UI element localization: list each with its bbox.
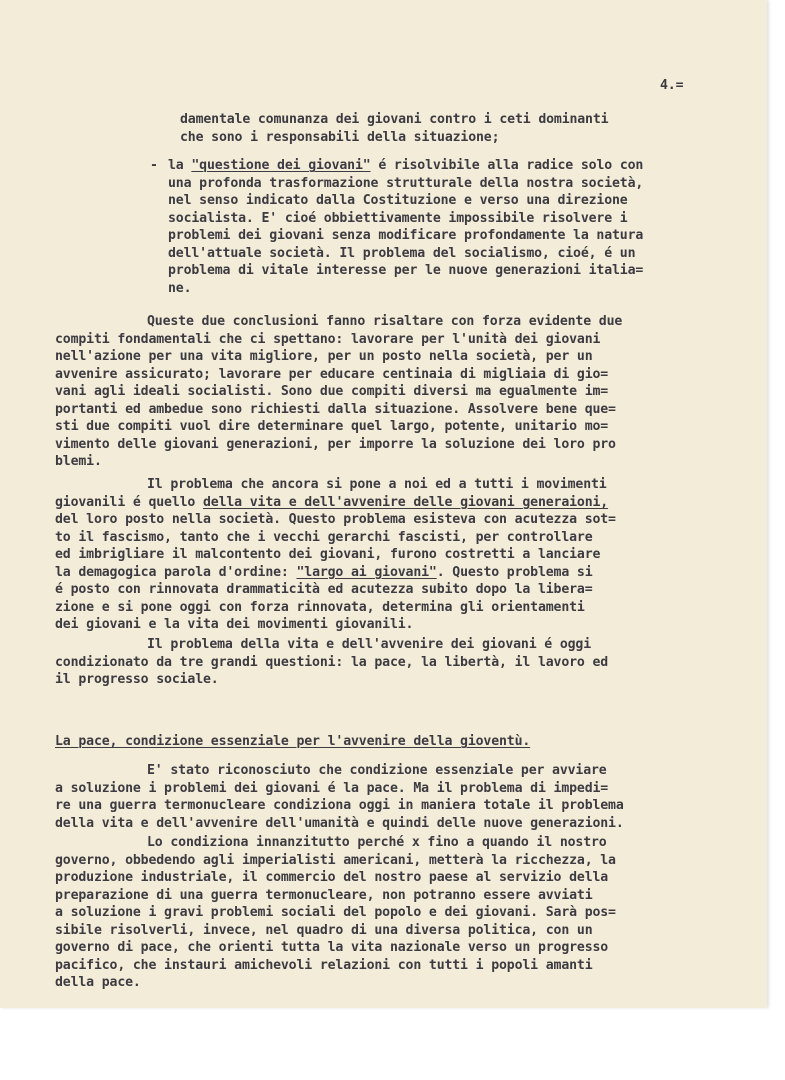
text-line: sibile risolverli, invece, nel quadro di una diversa politica, con un: [55, 922, 593, 938]
text-line: sti due compiti vuol dire determinare quel largo, potente, unitario mo=: [55, 419, 609, 434]
text-line: il progresso sociale.: [55, 672, 219, 687]
text-line: blemi.: [55, 454, 102, 469]
text-line: Lo condiziona innanzitutto perché x fino a quando il nostro: [147, 835, 607, 850]
text-line: Il problema che ancora si pone a noi ed a tutti i movimenti: [147, 477, 607, 492]
text-line: dei giovani e la vita dei movimenti giovanili.: [55, 617, 414, 632]
text-line: pacifico, che instauri amichevoli relazioni con tutti i popoli amanti: [55, 957, 593, 973]
text-line: socialista. E' cioé obbiettivamente impossibile risolvere i: [168, 210, 628, 226]
text-line: della pace.: [55, 975, 141, 990]
text-line: dell'attuale società. Il problema del socialismo, cioé, é un: [168, 245, 636, 261]
paragraph-two-tasks: [55, 313, 622, 471]
text-line: E' stato riconosciuto che condizione essenziale per avviare: [147, 763, 607, 778]
paragraph-peace-condition: [55, 762, 624, 832]
text-line: governo, obbedendo agli imperialisti americani, metterà la ricchezza, la: [55, 852, 616, 868]
text-line: la "questione dei giovani" é risolvibile alla radice solo con: [168, 158, 644, 173]
bullet-dash: -: [150, 158, 158, 173]
text-line: a soluzione i gravi problemi sociali del popolo e dei giovani. Sarà pos=: [55, 905, 616, 920]
underlined-phrase: "questione dei giovani": [191, 158, 371, 173]
paragraph-youth-problem: [55, 476, 616, 634]
text-line: una profonda trasformazione strutturale della nostra società,: [168, 175, 644, 191]
text-line: problema di vitale interesse per le nuove generazioni italia=: [168, 263, 644, 278]
text-line: Queste due conclusioni fanno risaltare con forza evidente due: [147, 314, 623, 329]
text-line: vimento delle giovani generazioni, per imporre la soluzione dei loro pro: [55, 436, 616, 452]
text-line: portanti ed ambedue sono richiesti dalla situazione. Assolvere bene que=: [55, 401, 616, 417]
paragraph-government: [55, 834, 616, 992]
text-line: vani agli ideali socialisti. Sono due compiti diversi ma egualmente im=: [55, 384, 609, 399]
text-line: avvenire assicurato; lavorare per educare centinaia di migliaia di gio=: [55, 366, 609, 382]
paragraph-three-questions: [55, 636, 608, 689]
text-line: della vita e dell'avvenire dell'umanità e quindi delle nuove generazioni.: [55, 815, 624, 831]
text-line: damentale comunanza dei giovani contro i ceti dominanti: [180, 112, 609, 127]
text-line: re una guerra termonucleare condiziona oggi in maniera totale il problema: [55, 798, 624, 813]
text-line: ne.: [168, 280, 192, 296]
text-line: problemi dei giovani senza modificare profondamente la natura: [168, 228, 644, 243]
underlined-phrase: della vita e dell'avvenire delle giovani generaioni,: [203, 494, 609, 510]
page-number: 4.=: [660, 78, 684, 93]
text-line: é posto con rinnovata drammaticità ed acutezza subito dopo la libera=: [55, 582, 593, 597]
text-line: produzione industriale, il commercio del nostro paese al servizio della: [55, 870, 609, 885]
text-line: preparazione di una guerra termonucleare, non potranno essere avviati: [55, 887, 593, 903]
text-line: nell'azione per una vita migliore, per un posto nella società, per un: [55, 349, 593, 364]
bullet-item: [168, 157, 643, 297]
text-line: del loro posto nella società. Questo problema esisteva con acutezza sot=: [55, 512, 616, 527]
text-line: che sono i responsabili della situazione;: [180, 129, 500, 145]
text-line: compiti fondamentali che ci spettano: lavorare per l'unità dei giovani: [55, 331, 601, 347]
text-line: zione e si pone oggi con forza rinnovata, determina gli orientamenti: [55, 599, 585, 615]
text-line: la demagogica parola d'ordine: "largo ai giovani". Questo problema si: [55, 564, 593, 580]
text-line: a soluzione i problemi dei giovani é la pace. Ma il problema di impedi=: [55, 780, 609, 796]
text-line: to il fascismo, tanto che i vecchi gerarchi fascisti, per controllare: [55, 529, 593, 545]
text-line: ed imbrigliare il malcontento dei giovani, furono costretti a lanciare: [55, 547, 601, 562]
underlined-phrase: "largo ai giovani": [296, 564, 437, 580]
text-line: Il problema della vita e dell'avvenire dei giovani é oggi: [147, 637, 592, 652]
section-heading: La pace, condizione essenziale per l'avvenire della gioventù.: [55, 734, 531, 749]
text-line: nel senso indicato dalla Costituzione e verso una direzione: [168, 193, 628, 208]
text-line: governo di pace, che orienti tutta la vita nazionale verso un progresso: [55, 940, 609, 955]
text-line: giovanili é quello della vita e dell'avvenire delle giovani generaioni,: [55, 494, 609, 510]
paragraph-continuation: [180, 111, 608, 146]
text-line: condizionato da tre grandi questioni: la pace, la libertà, il lavoro ed: [55, 654, 609, 670]
